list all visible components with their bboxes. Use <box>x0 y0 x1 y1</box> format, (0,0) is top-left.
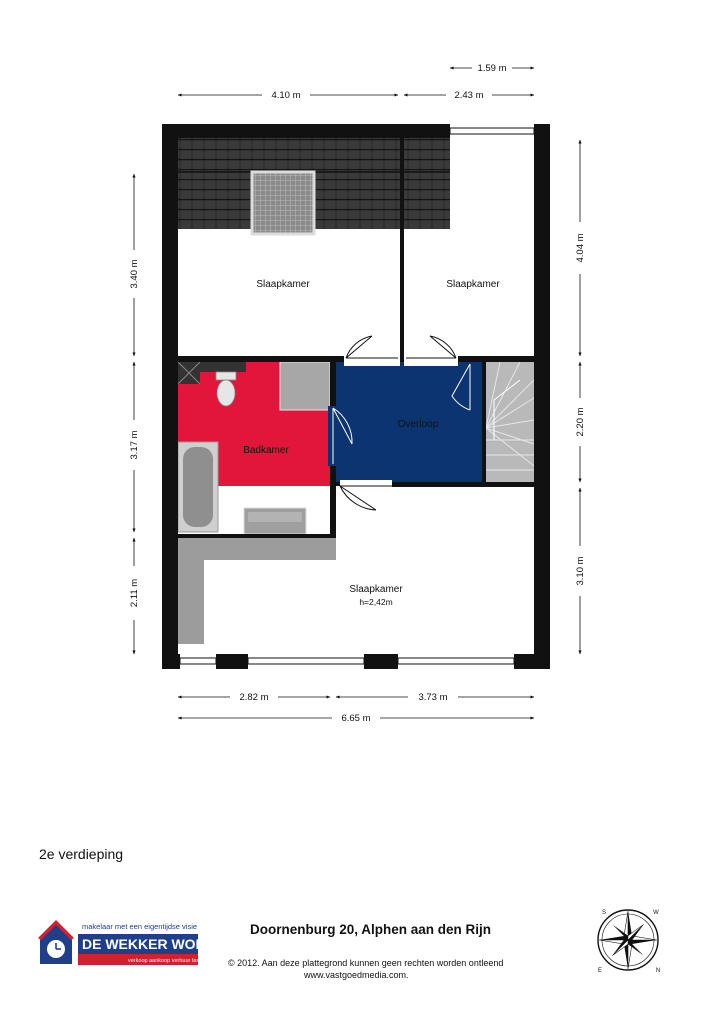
skylight <box>252 172 314 234</box>
compass-w: W <box>653 910 659 916</box>
copyright-notice: © 2012. Aan deze plattegrond kunnen geen rechten worden ontleend <box>228 958 504 968</box>
compass-n: N <box>655 968 661 974</box>
cabinet-horizontal <box>178 538 336 560</box>
bedroom-s-floor <box>178 486 534 654</box>
dim-top-right: 2.43 m <box>454 90 484 101</box>
room-label-bedroom-ne: Slaapkamer <box>446 279 500 290</box>
stairs <box>486 362 534 482</box>
dim-right-mid: 2.20 m <box>575 407 586 437</box>
dim-bottom-left: 2.82 m <box>239 692 269 703</box>
compass-e: E <box>597 968 603 974</box>
window-ne <box>450 128 534 134</box>
address-title: Doornenburg 20, Alphen aan den Rijn <box>250 922 492 937</box>
floor-label: 2e verdieping <box>39 846 124 862</box>
dim-top-small: 1.59 m <box>477 63 507 74</box>
dim-left-mid: 3.17 m <box>129 430 140 460</box>
compass-s: S <box>601 910 607 916</box>
logo-subline: verkoop aankoop verhuur taxaties <box>128 958 211 964</box>
sink-unit <box>244 508 306 534</box>
toilet <box>216 372 236 406</box>
dim-bottom-right: 3.73 m <box>418 692 448 703</box>
logo-tagline: makelaar met een eigentijdse visie <box>82 922 198 931</box>
window-s1 <box>180 658 216 664</box>
window-s2 <box>248 658 364 664</box>
room-label-bathroom: Badkamer <box>243 445 289 456</box>
bathtub <box>178 442 218 532</box>
company-logo <box>38 918 226 966</box>
website-link[interactable]: www.vastgoedmedia.com. <box>304 970 409 980</box>
roof-tiles-right <box>404 137 450 229</box>
cabinet-vertical <box>178 560 204 644</box>
dim-right-bottom: 3.10 m <box>575 556 586 586</box>
dim-top-left: 4.10 m <box>271 90 301 101</box>
dim-bottom-total: 6.65 m <box>341 713 371 724</box>
logo-name: DE WEKKER WONEN <box>82 936 226 952</box>
dim-left-bottom: 2.11 m <box>129 578 140 608</box>
window-s3 <box>398 658 514 664</box>
dim-left-top: 3.40 m <box>129 259 140 289</box>
room-label-landing: Overloop <box>397 419 439 430</box>
shower <box>280 362 330 410</box>
room-label-bedroom-nw: Slaapkamer <box>256 279 310 290</box>
room-label-bedroom-s-height: h=2,42m <box>359 597 393 607</box>
dim-right-top: 4.04 m <box>575 233 586 263</box>
pipe-box <box>200 362 246 372</box>
compass-rose-icon <box>597 909 660 974</box>
room-label-bedroom-s: Slaapkamer <box>349 584 403 595</box>
